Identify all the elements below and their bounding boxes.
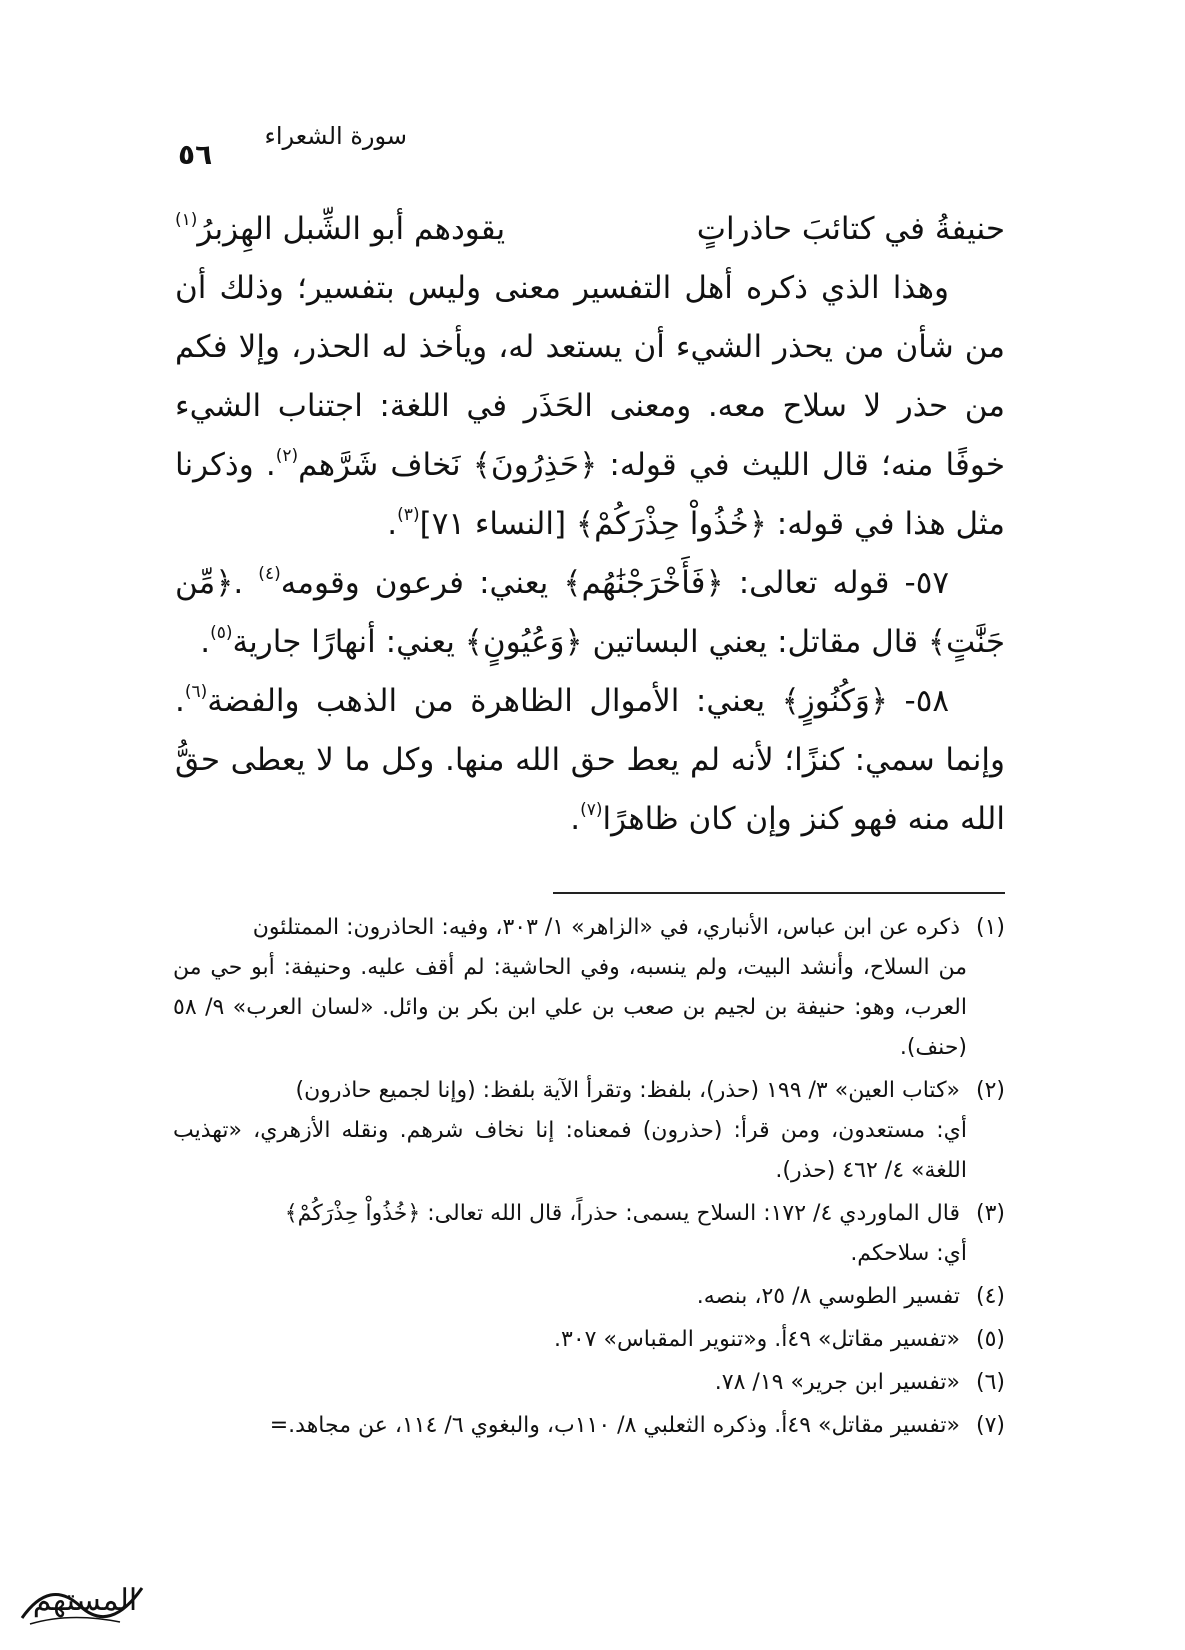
footnote-7: (٧) «تفسير مقاتل» ٤٩أ. وذكره الثعلبي ٨/ ١١٠ب، والبغوي ٦/ ١١٤، عن مجاهد.= xyxy=(173,1406,1005,1446)
footnote-number: (٢) xyxy=(975,1078,1005,1103)
footnote-1: (١) ذكره عن ابن عباس، الأنباري، في «الزاهر» ١/ ٣٠٣، وفيه: الحاذرون: الممتلئون من السلاح، وأنشد البيت، ولم ينسبه، وفي الحاشية: لم أقف عليه. وحنيفة: أبو حي من العرب، وهو: حنيفة بن لجيم بن صعب بن علي ابن بكر بن وائل. «لسان العرب» ٩/ ٥٨ (حنف). xyxy=(173,908,1005,1068)
footnote-4: (٤) تفسير الطوسي ٨/ ٢٥، بنصه. xyxy=(173,1277,1005,1317)
footnote-number: (٦) xyxy=(975,1370,1005,1395)
footnote-ref: (٣) xyxy=(397,505,420,525)
footnote-number: (٧) xyxy=(975,1413,1005,1438)
footnotes xyxy=(173,908,1005,1449)
quran-quote: ﴿حَذِرُونَ﴾ xyxy=(472,447,598,483)
publisher-logo-icon xyxy=(10,1558,160,1638)
quran-quote: ﴿فَأَخْرَجْنَٰهُم﴾ xyxy=(563,565,724,601)
running-title: سورة الشعراء xyxy=(264,122,407,150)
footnote-number: (٥) xyxy=(975,1327,1005,1352)
poem-hemistich-second: يقودهم أبو الشِّبل الهِزبرُ$^{(١)}$ xyxy=(175,210,506,247)
footnote-ref: (٦) xyxy=(184,682,208,702)
footnote-number: (٤) xyxy=(975,1284,1005,1309)
paragraph-verse-57: ٥٧- قوله تعالى: ﴿فَأَخْرَجْنَٰهُم﴾ يعني: فرعون وقومه$^{(٤)}$ .﴿مِّن جَنَّٰتٍ﴾ قال مقاتل: يعني البساتين ﴿وَعُيُونٍ﴾ يعني: أنهارًا جارية$^{(٥)}$. xyxy=(175,564,1005,660)
footnote-ref: (٧) xyxy=(580,800,603,820)
footnote-ref: (١) xyxy=(175,210,198,230)
poem-verse xyxy=(175,200,1005,259)
quran-quote: ﴿وَعُيُونٍ﴾ xyxy=(464,624,583,660)
footnote-number: (٣) xyxy=(975,1201,1005,1226)
footnote-number: (١) xyxy=(975,915,1005,940)
main-text xyxy=(175,200,1005,849)
quran-quote: ﴿مِّن جَنَّٰتٍ﴾ xyxy=(175,565,1005,660)
verse-number: ٥٧- xyxy=(889,565,949,601)
page-number: ٥٦ xyxy=(178,138,213,171)
footnote-ref: (٤) xyxy=(258,564,281,584)
footnote-3: (٣) قال الماوردي ٤/ ١٧٢: السلاح يسمى: حذراً، قال الله تعالى: ﴿خُذُواْ حِذْرَكُمْ﴾ أي: سلاحكم. xyxy=(173,1194,1005,1274)
footnote-6: (٦) «تفسير ابن جرير» ١٩/ ٧٨. xyxy=(173,1363,1005,1403)
footnote-5: (٥) «تفسير مقاتل» ٤٩أ. و«تنوير المقباس» ٣٠٧. xyxy=(173,1320,1005,1360)
paragraph-explanation: وهذا الذي ذكره أهل التفسير معنى وليس بتفسير؛ وذلك أن من شأن من يحذر الشيء أن يستعد له، ويأخذ له الحذر، وإلا فكم من حذر لا سلاح معه. ومعنى الحَذَر في اللغة: اجتناب الشيء خوفًا منه؛ قال الليث في قوله: ﴿حَذِرُونَ﴾ نَخاف شَرَّهم$^{(٢)}$. وذكرنا مثل هذا في قوله: ﴿خُذُواْ حِذْرَكُمْ﴾ [النساء ٧١]$^{(٣)}$. xyxy=(175,270,1005,542)
footnote-separator xyxy=(553,892,1005,894)
footnote-2: (٢) «كتاب العين» ٣/ ١٩٩ (حذر)، بلفظ: وتقرأ الآية بلفظ: (وإنا لجميع حاذرون) أي: مستعدون، ومن قرأ: (حذرون) فمعناه: إنا نخاف شرهم. ونقله الأزهري، «تهذيب اللغة» ٤/ ٤٦٢ (حذر). xyxy=(173,1071,1005,1191)
quran-quote: ﴿خُذُواْ حِذْرَكُمْ﴾ xyxy=(575,506,767,542)
footnote-ref: (٢) xyxy=(275,446,299,466)
logo-text: المستهم xyxy=(32,1583,138,1618)
verse-number: ٥٨- xyxy=(888,683,949,719)
quran-quote: ﴿وَكُنُوزٍ﴾ xyxy=(781,683,889,719)
poem-hemistich-first: حنيفةُ في كتائبَ حاذراتٍ xyxy=(696,211,1005,247)
footnote-ref: (٥) xyxy=(210,623,233,643)
paragraph-verse-58: ٥٨- ﴿وَكُنُوزٍ﴾ يعني: الأموال الظاهرة من الذهب والفضة$^{(٦)}$. وإنما سمي: كنزًا؛ لأنه لم يعط حق الله منها. وكل ما لا يعطى حقُّ الله منه فهو كنز وإن كان ظاهرًا$^{(٧)}$. xyxy=(175,682,1005,837)
